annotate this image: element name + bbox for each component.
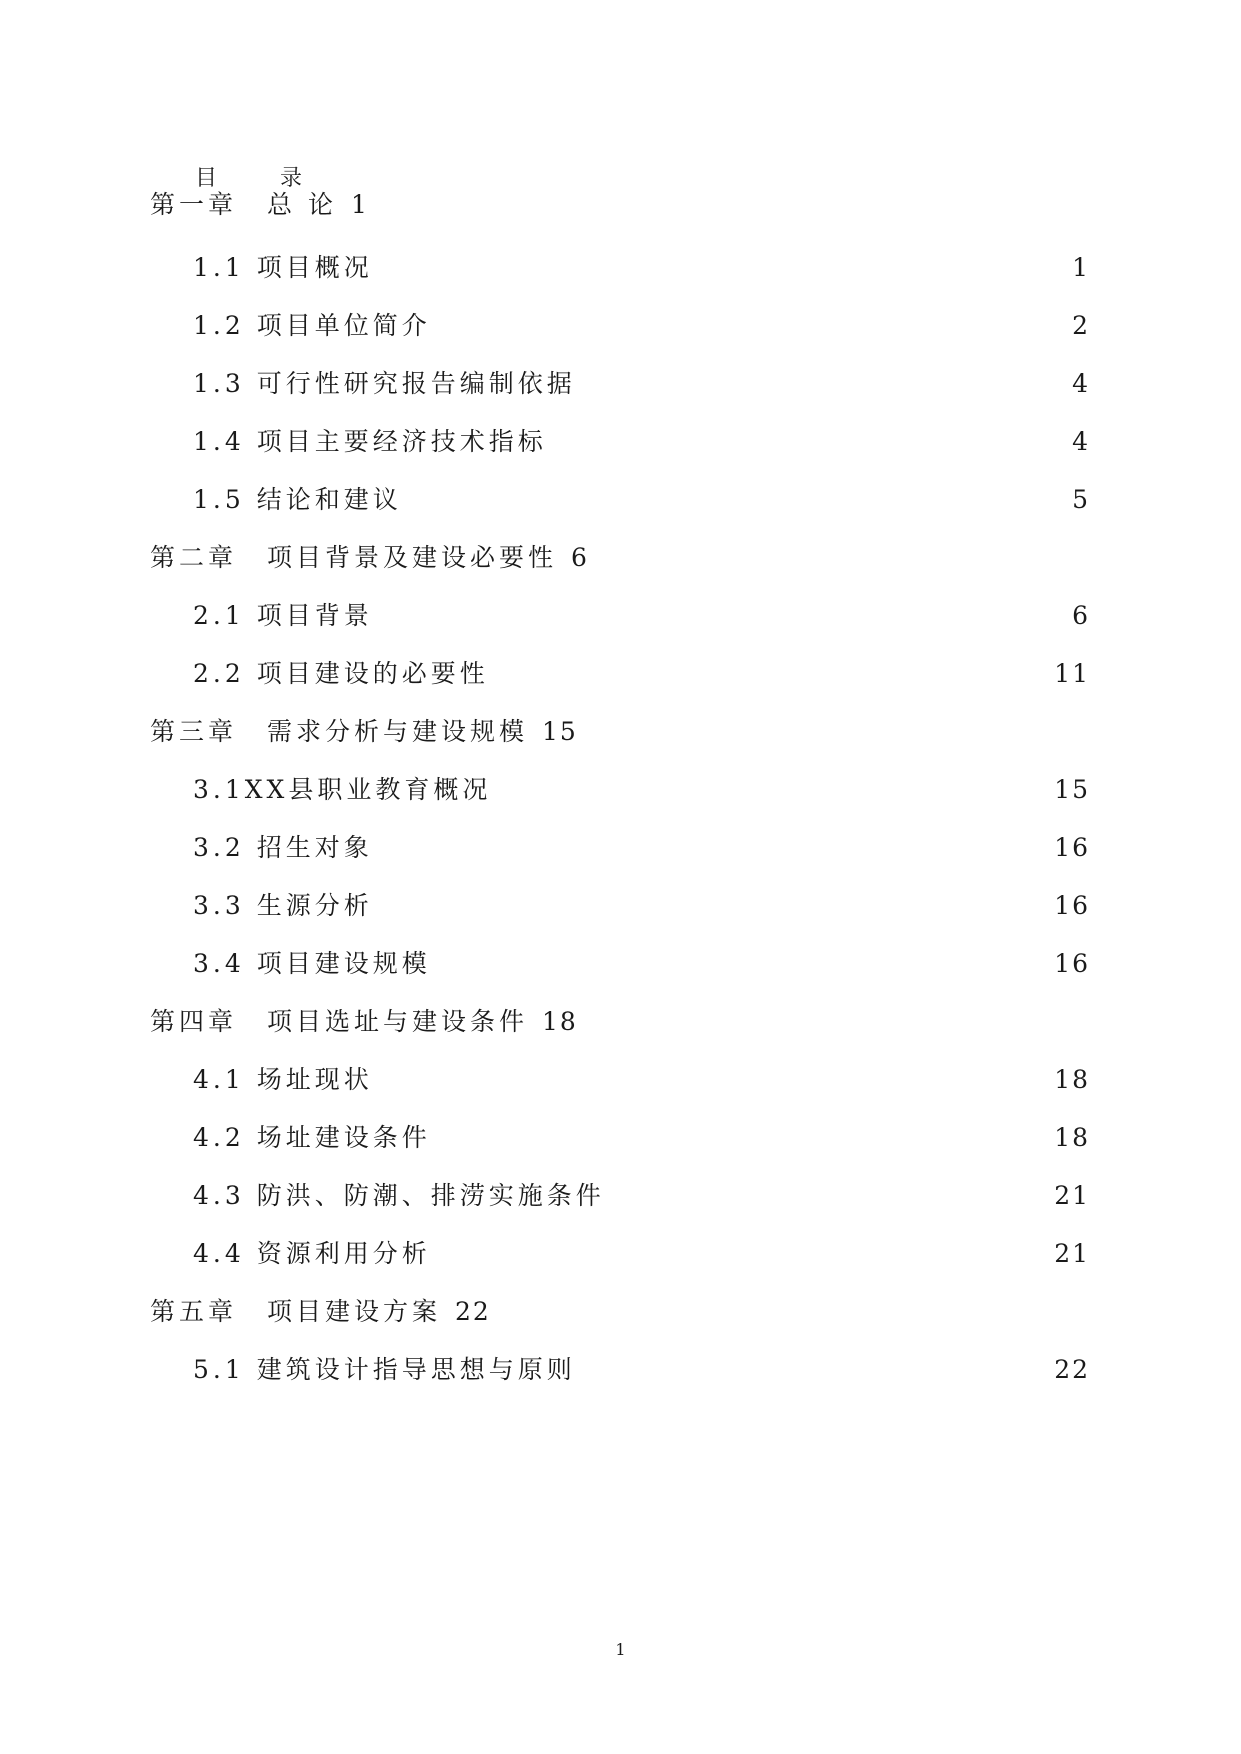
chapter-label: 第五章 [150,1297,238,1326]
dot-leader [379,886,1048,926]
section-page-number: 1 [1072,253,1090,282]
toc-section-4-1[interactable] [193,1060,1090,1100]
section-page-number: 4 [1072,369,1090,398]
dot-leader [408,480,1066,520]
chapter-page-number: 6 [571,543,589,572]
section-page-number: 16 [1054,949,1090,978]
section-page-number: 6 [1072,601,1090,630]
toc-chapter-2[interactable] [150,538,1050,578]
section-page-number: 21 [1054,1239,1090,1268]
toc-section-1-4[interactable] [193,422,1090,462]
dot-leader [611,1176,1048,1216]
toc-chapter-4[interactable] [150,1002,1050,1042]
toc-section-4-4[interactable] [193,1234,1090,1274]
toc-section-3-1[interactable] [193,770,1090,810]
dot-leader [582,364,1066,404]
section-label: 4.4 资源利用分析 [193,1239,431,1268]
section-page-number: 2 [1072,311,1090,340]
section-label: 1.1 项目概况 [193,253,373,282]
dot-leader [379,1060,1048,1100]
toc-section-1-5[interactable] [193,480,1090,520]
toc-section-4-3[interactable] [193,1176,1090,1216]
dot-leader [437,944,1048,984]
section-label: 1.2 项目单位简介 [193,311,431,340]
section-label: 3.4 项目建设规模 [193,949,431,978]
toc-section-1-3[interactable] [193,364,1090,404]
section-label: 3.2 招生对象 [193,833,373,862]
toc-section-2-2[interactable] [193,654,1090,694]
section-label: 2.1 项目背景 [193,601,373,630]
section-page-number: 16 [1054,833,1090,862]
section-label: 1.3 可行性研究报告编制依据 [193,369,576,398]
section-label: 1.5 结论和建议 [193,485,402,514]
chapter-title: 项目建设方案 [267,1297,442,1326]
chapter-label: 第四章 [150,1007,238,1036]
chapter-label: 第二章 [150,543,238,572]
section-page-number: 18 [1054,1123,1090,1152]
toc-section-5-1[interactable] [193,1350,1090,1390]
section-page-number: 21 [1054,1181,1090,1210]
dot-leader [495,654,1048,694]
dot-leader [437,1118,1048,1158]
toc-section-3-2[interactable] [193,828,1090,868]
toc-chapter-5[interactable] [150,1292,1050,1332]
section-label: 3.1XX县职业教育概况 [193,775,492,804]
section-page-number: 5 [1072,485,1090,514]
page-number: 1 [615,1640,626,1659]
section-page-number: 22 [1054,1355,1090,1384]
dot-leader [582,1350,1048,1390]
section-label: 4.2 场址建设条件 [193,1123,431,1152]
section-page-number: 15 [1054,775,1090,804]
chapter-page-number: 18 [542,1007,578,1036]
toc-section-3-4[interactable] [193,944,1090,984]
toc-chapter-1[interactable] [150,185,1050,225]
section-label: 3.3 生源分析 [193,891,373,920]
section-label: 1.4 项目主要经济技术指标 [193,427,547,456]
section-label: 4.1 场址现状 [193,1065,373,1094]
chapter-label: 第三章 [150,717,238,746]
dot-leader [379,248,1066,288]
chapter-page-number: 1 [350,190,369,219]
chapter-title: 项目背景及建设必要性 [267,543,558,572]
section-page-number: 18 [1054,1065,1090,1094]
toc-section-1-1[interactable] [193,248,1090,288]
toc-section-2-1[interactable] [193,596,1090,636]
dot-leader [379,828,1048,868]
section-label: 4.3 防洪、防潮、排涝实施条件 [193,1181,605,1210]
section-label: 2.2 项目建设的必要性 [193,659,489,688]
dot-leader [437,1234,1048,1274]
chapter-label: 第一章 [150,190,238,219]
toc-section-4-2[interactable] [193,1118,1090,1158]
chapter-title: 总 论 [267,190,337,219]
dot-leader [379,596,1066,636]
chapter-page-number: 15 [542,717,578,746]
chapter-page-number: 22 [455,1297,491,1326]
dot-leader [437,306,1066,346]
section-page-number: 4 [1072,427,1090,456]
toc-title: 目 录 [195,166,330,191]
toc-section-3-3[interactable] [193,886,1090,926]
section-page-number: 11 [1054,659,1090,688]
chapter-title: 需求分析与建设规模 [267,717,529,746]
dot-leader [553,422,1066,462]
section-label: 5.1 建筑设计指导思想与原则 [193,1355,576,1384]
section-page-number: 16 [1054,891,1090,920]
toc-section-1-2[interactable] [193,306,1090,346]
toc-chapter-3[interactable] [150,712,1050,752]
dot-leader [497,770,1048,810]
chapter-title: 项目选址与建设条件 [267,1007,529,1036]
